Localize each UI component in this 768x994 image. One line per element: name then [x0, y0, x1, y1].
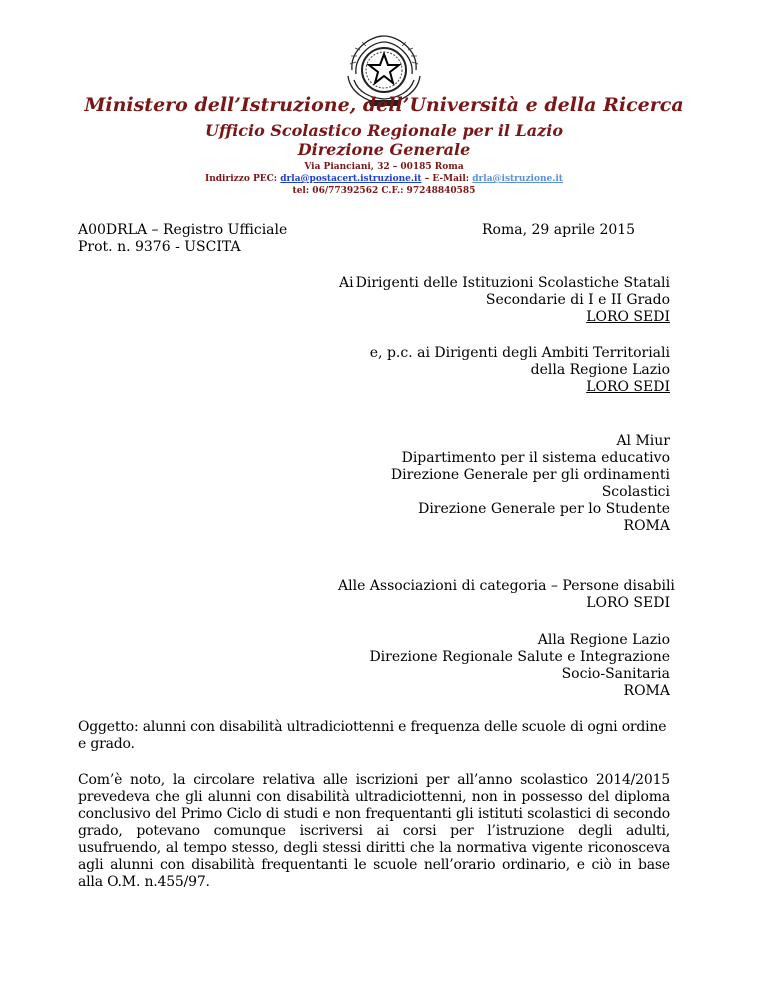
recipient-1-line3: LORO SEDI — [586, 309, 670, 325]
recipient-4-line1: Alle Associazioni di categoria – Persone disabili — [338, 578, 675, 594]
recipient-3-line1: Al Miur — [616, 433, 670, 449]
protocol-registry: A00DRLA – Registro Ufficiale — [78, 222, 288, 238]
recipient-1-prefix: Ai — [339, 275, 354, 291]
recipient-2-line1: e, p.c. ai Dirigenti degli Ambiti Territoriali — [369, 345, 670, 361]
recipient-2-line2: della Regione Lazio — [530, 362, 670, 378]
letter-date: Roma, 29 aprile 2015 — [482, 222, 636, 238]
recipient-3-line5: Direzione Generale per lo Studente — [418, 501, 670, 517]
recipient-5-line2: Direzione Regionale Salute e Integrazione — [369, 649, 670, 665]
subject-line: Oggetto: alunni con disabilità ultradiciottenni e frequenza delle scuole di ogni ordine e grado. — [78, 719, 667, 752]
recipient-5-line1: Alla Regione Lazio — [537, 632, 670, 648]
protocol-number: Prot. n. 9376 - USCITA — [78, 239, 241, 255]
recipient-1-line2: Secondarie di I e II Grado — [485, 292, 670, 308]
contact-line — [0, 174, 768, 184]
recipient-4-line2: LORO SEDI — [586, 595, 670, 611]
direction-title: Direzione Generale — [297, 140, 471, 159]
recipient-1-line1: Dirigenti delle Istituzioni Scolastiche Statali — [355, 275, 670, 291]
pec-label: Indirizzo PEC: — [205, 174, 278, 184]
recipient-5-line3: Socio-Sanitaria — [561, 666, 670, 682]
address-line: Via Pianciani, 32 – 00185 Roma — [304, 162, 464, 172]
recipient-3-line3: Direzione Generale per gli ordinamenti — [390, 467, 670, 483]
recipient-3-line2: Dipartimento per il sistema educativo — [401, 450, 670, 466]
tel-line: tel: 06/77392562 C.F.: 97248840585 — [292, 186, 476, 196]
body-paragraph: Com’è noto, la circolare relativa alle iscrizioni per all’anno scolastico 2014/2015 prevedeva che gli alunni con disabilità ultradiciottenni, non in possesso del diploma conclusivo del Primo Ciclo di studi e non frequentanti gli istituti scolastici di secondo grado, potevano comunque iscriversi ai corsi per l’istruzione degli adulti, usufruendo, al tempo stesso, degli stessi diritti che la normativa vigente riconosceva agli alunni con disabilità frequentanti le scuole nell’orario ordinario, e ciò in base alla O.M. n.455/97. — [78, 772, 670, 890]
pec-email-link[interactable]: drla@postacert.istruzione.it — [280, 174, 422, 184]
recipient-5-line4: ROMA — [623, 683, 670, 699]
ministry-title: Ministero dell’Istruzione, dell’Università e della Ricerca — [84, 94, 684, 116]
email-link[interactable]: drla@istruzione.it — [472, 174, 563, 184]
recipient-3-line4: Scolastici — [601, 484, 670, 500]
office-title: Ufficio Scolastico Regionale per il Lazio — [205, 121, 563, 140]
email-separator: – E-Mail: — [424, 174, 470, 184]
recipient-2-line3: LORO SEDI — [586, 379, 670, 395]
recipient-3-line6: ROMA — [623, 518, 670, 534]
